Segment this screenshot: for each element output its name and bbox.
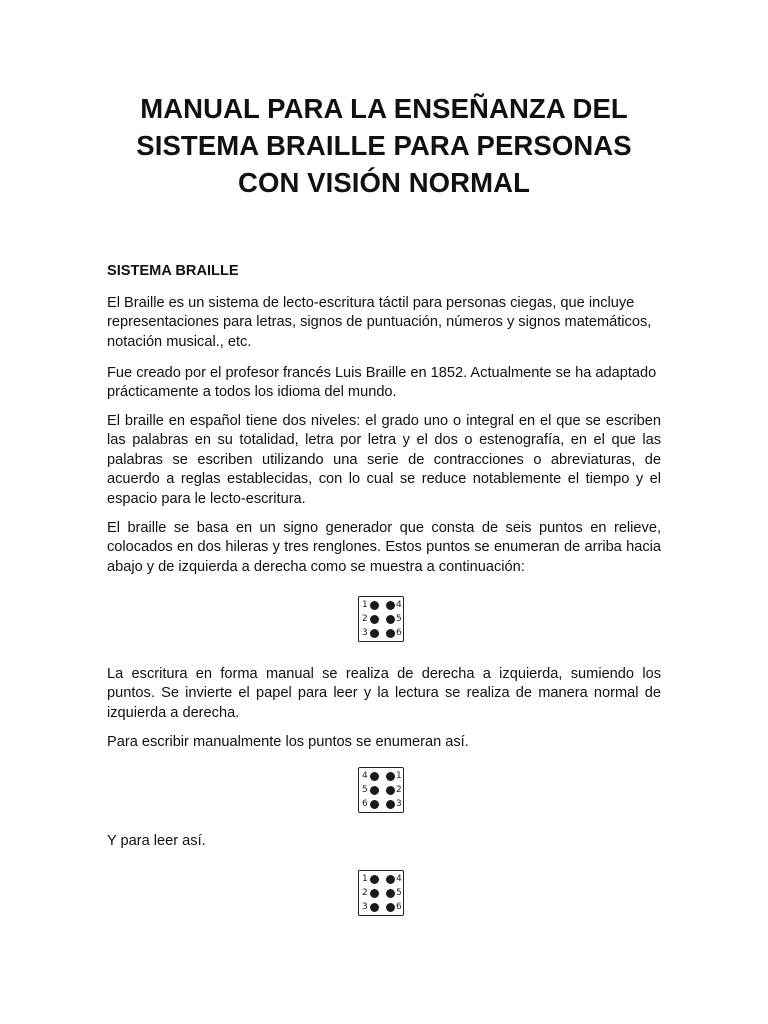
title-line-1: MANUAL PARA LA ENSEÑANZA DEL — [140, 93, 628, 124]
cell-number: 6 — [362, 799, 368, 809]
cell-number: 2 — [362, 614, 368, 624]
cell-number: 2 — [396, 785, 402, 795]
paragraph-generator: El braille se basa en un signo generador que consta de seis puntos en relieve, colocados en dos hileras y tres renglones. Estos puntos se enumeran de arriba hacia abajo y de izquierda a derecha como se muestra a continuación: — [107, 520, 661, 575]
document-title — [0, 90, 768, 201]
braille-dot — [370, 875, 379, 884]
cell-number: 3 — [362, 902, 368, 912]
braille-cell-writing — [358, 767, 404, 813]
braille-dot — [370, 629, 379, 638]
braille-dot — [370, 786, 379, 795]
braille-cell-generator — [358, 596, 404, 642]
cell-number: 5 — [362, 785, 368, 795]
paragraph-read: Y para leer así. — [107, 833, 206, 849]
braille-dot — [386, 601, 395, 610]
title-line-2: SISTEMA BRAILLE PARA PERSONAS — [136, 130, 632, 161]
braille-dot — [386, 875, 395, 884]
paragraph-levels: El braille en español tiene dos niveles: el grado uno o integral en el que se escriben las palabras en su totalidad, letra por letra y el dos o estenografía, en el que las palabras se escriben utilizando una serie de contracciones o abreviaturas, de acuerdo a reglas establecidas, con lo cual se reduce notablemente el tiempo y el espacio para le lecto-escritura. — [107, 413, 661, 507]
cell-number: 6 — [396, 628, 402, 638]
braille-dot — [370, 772, 379, 781]
braille-dot — [386, 772, 395, 781]
section-heading: SISTEMA BRAILLE — [107, 263, 239, 279]
title-line-3: CON VISIÓN NORMAL — [238, 167, 530, 198]
braille-dot — [370, 615, 379, 624]
cell-number: 3 — [362, 628, 368, 638]
braille-dot — [370, 800, 379, 809]
braille-dot — [370, 601, 379, 610]
cell-number: 1 — [362, 874, 368, 884]
braille-cell-reading — [358, 870, 404, 916]
braille-dot — [386, 903, 395, 912]
cell-number: 6 — [396, 902, 402, 912]
cell-number: 2 — [362, 888, 368, 898]
braille-dot — [386, 786, 395, 795]
braille-dot — [386, 615, 395, 624]
cell-number: 4 — [396, 600, 402, 610]
cell-number: 5 — [396, 888, 402, 898]
braille-dot — [386, 889, 395, 898]
paragraph-origin: Fue creado por el profesor francés Luis Braille en 1852. Actualmente se ha adaptado prácticamente a todos los idioma del mundo. — [107, 365, 657, 401]
braille-dot — [370, 903, 379, 912]
cell-number: 4 — [396, 874, 402, 884]
cell-number: 1 — [396, 771, 402, 781]
paragraph-write-manual: Para escribir manualmente los puntos se enumeran así. — [107, 734, 469, 750]
braille-dot — [386, 800, 395, 809]
paragraph-writing: La escritura en forma manual se realiza de derecha a izquierda, sumiendo los puntos. Se invierte el papel para leer y la lectura se realiza de manera normal de izquierda a derecha. — [107, 666, 661, 721]
cell-number: 4 — [362, 771, 368, 781]
cell-number: 3 — [396, 799, 402, 809]
braille-dot — [386, 629, 395, 638]
cell-number: 1 — [362, 600, 368, 610]
cell-number: 5 — [396, 614, 402, 624]
braille-dot — [370, 889, 379, 898]
paragraph-intro: El Braille es un sistema de lecto-escritura táctil para personas ciegas, que incluye representaciones para letras, signos de puntuación, números y signos matemáticos, notación musical., etc. — [107, 295, 652, 350]
